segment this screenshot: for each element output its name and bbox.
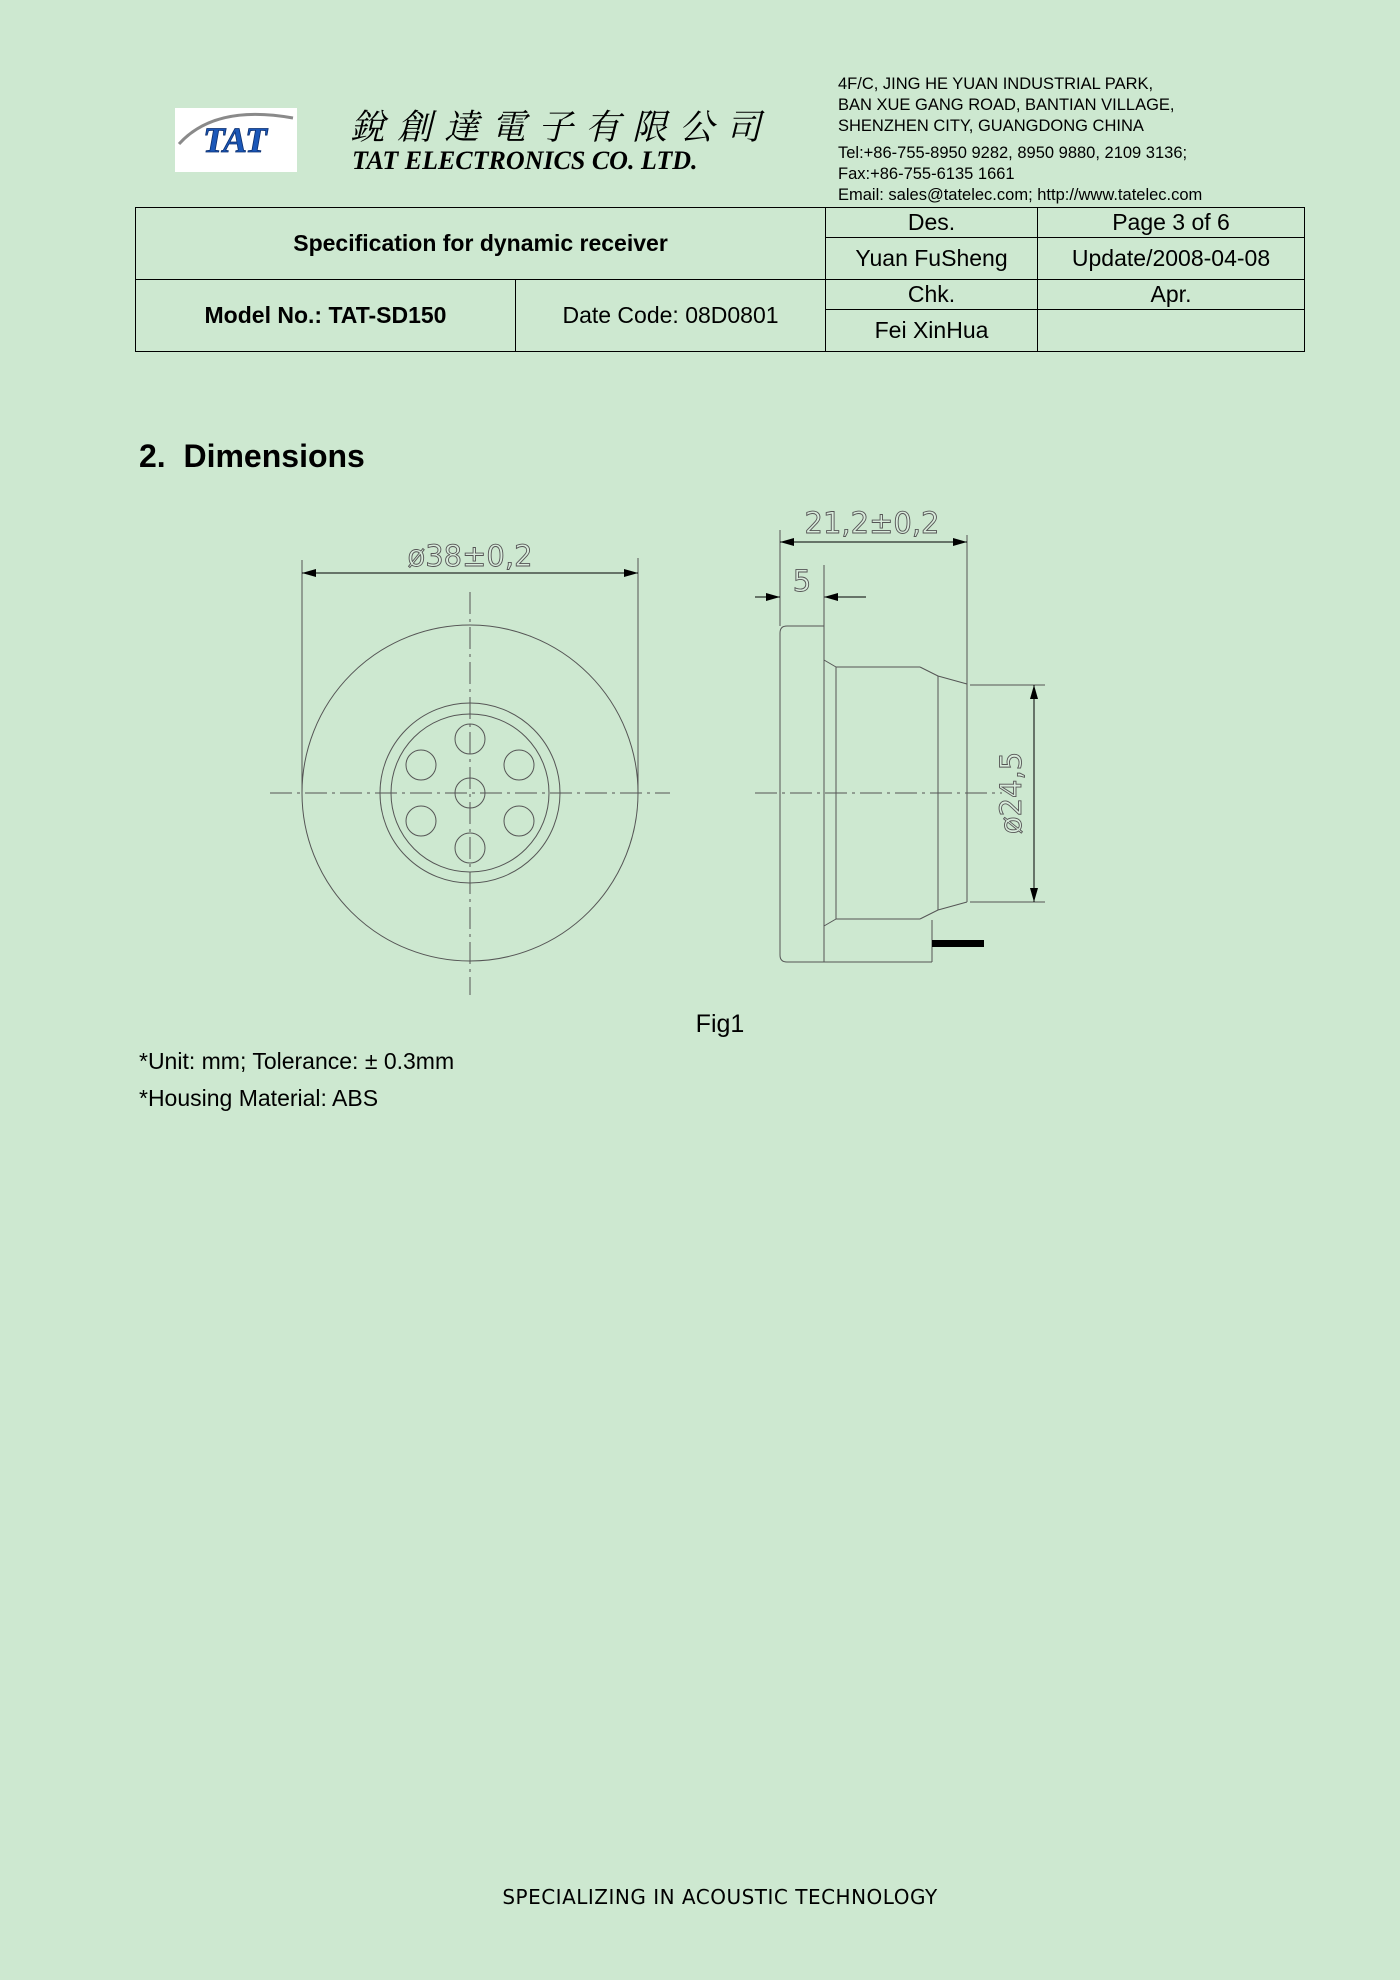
des-label: Des. bbox=[826, 208, 1038, 238]
tel-line: Tel:+86-755-8950 9282, 8950 9880, 2109 3136; bbox=[838, 144, 1188, 162]
date-code: Date Code: 08D0801 bbox=[516, 280, 826, 352]
spec-title: Specification for dynamic receiver bbox=[136, 208, 826, 280]
address-line: BAN XUE GANG ROAD, BANTIAN VILLAGE, bbox=[838, 96, 1175, 114]
update-date: Update/2008-04-08 bbox=[1038, 238, 1305, 280]
dim-flange: 5 bbox=[792, 564, 812, 598]
address-line: 4F/C, JING HE YUAN INDUSTRIAL PARK, bbox=[838, 75, 1154, 93]
figure-caption: Fig1 bbox=[695, 1010, 745, 1038]
company-name-chinese: 銳創達電子有限公司 bbox=[350, 108, 774, 148]
designer-name: Yuan FuSheng bbox=[826, 238, 1038, 280]
apr-label: Apr. bbox=[1038, 280, 1305, 310]
logo-text: TAT bbox=[202, 120, 268, 160]
footer-slogan: SPECIALIZING IN ACOUSTIC TECHNOLOGY bbox=[502, 1885, 938, 1909]
dim-outer-diameter: ø38±0,2 bbox=[407, 539, 533, 573]
front-view bbox=[270, 558, 670, 995]
fax-line: Fax:+86-755-6135 1661 bbox=[838, 165, 1015, 183]
chk-label: Chk. bbox=[826, 280, 1038, 310]
address-line: SHENZHEN CITY, GUANGDONG CHINA bbox=[838, 117, 1144, 135]
email-line: Email: sales@tatelec.com; http://www.tatelec.com bbox=[838, 186, 1203, 204]
page-number: Page 3 of 6 bbox=[1038, 208, 1305, 238]
lead-wire bbox=[932, 940, 984, 947]
unit-note: *Unit: mm; Tolerance: ± 0.3mm bbox=[139, 1048, 455, 1074]
section-number: 2. bbox=[139, 438, 166, 474]
company-name-english: TAT ELECTRONICS CO. LTD. bbox=[352, 146, 698, 175]
section-title: Dimensions bbox=[183, 438, 365, 474]
dim-rear-diameter: ø24,5 bbox=[994, 751, 1028, 835]
material-note: *Housing Material: ABS bbox=[139, 1085, 379, 1111]
model-number: Model No.: TAT-SD150 bbox=[136, 280, 516, 352]
checker-name: Fei XinHua bbox=[826, 310, 1038, 352]
dim-height: 21,2±0,2 bbox=[804, 506, 940, 540]
